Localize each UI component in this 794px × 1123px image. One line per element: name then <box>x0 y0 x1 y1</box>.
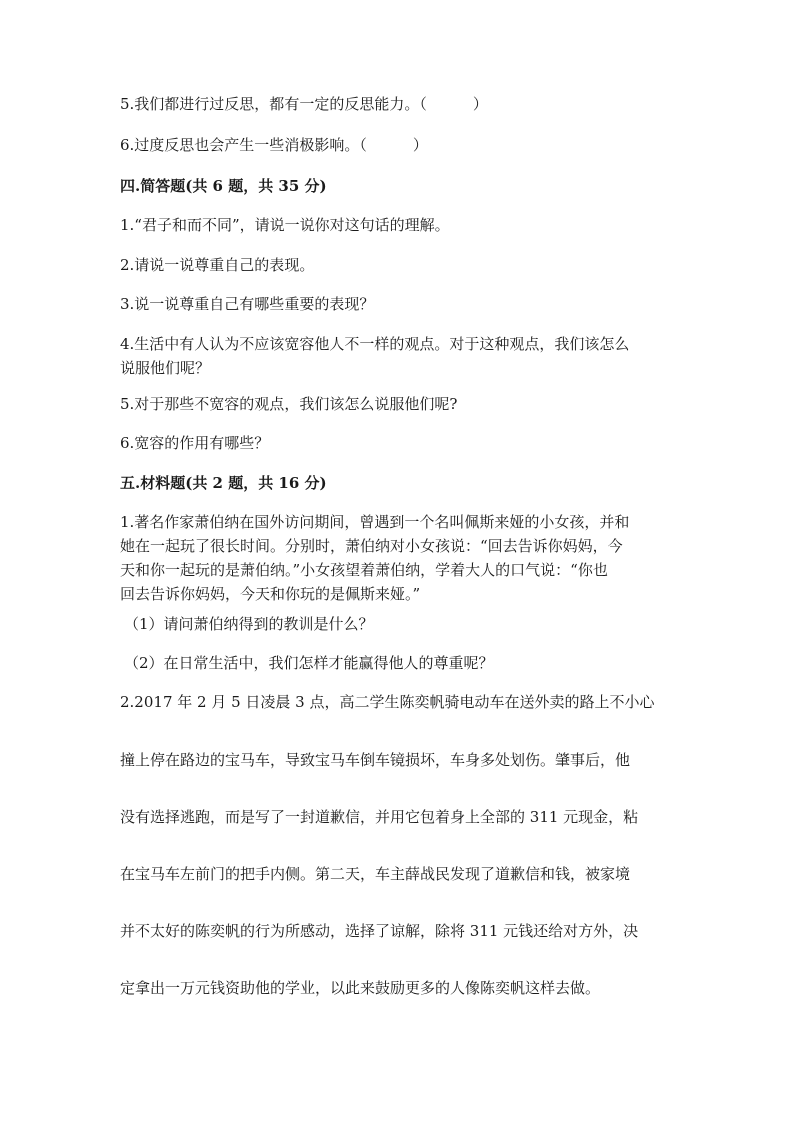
short-answer-question-5: 5.对于那些不宽容的观点，我们该怎么说服他们呢? <box>120 395 458 413</box>
question-text: 5.我们都进行过反思，都有一定的反思能力。（ <box>120 95 427 113</box>
short-answer-question-3: 3.说一说尊重自己有哪些重要的表现？ <box>120 295 375 313</box>
judgement-question-6 <box>120 133 680 157</box>
material-question-2-line-3: 没有选择逃跑，而是写了一封道歉信，并用它包着身上全部的 311 元现金，粘 <box>120 808 639 826</box>
short-answer-question-6: 6.宽容的作用有哪些？ <box>120 434 270 452</box>
material-question-2-line-6: 定拿出一万元钱资助他的学业，以此来鼓励更多的人像陈奕帆这样去做。 <box>120 979 601 997</box>
short-answer-question-2: 2.请说一说尊重自己的表现。 <box>120 256 315 274</box>
short-answer-question-1: 1.“君子和而不同”，请说一说你对这句话的理解。 <box>120 216 450 234</box>
material-question-2-line-1: 2.2017 年 2 月 5 日凌晨 3 点，高二学生陈奕帆骑电动车在送外卖的路上不小心 <box>120 693 655 711</box>
short-answer-question-4 <box>120 332 680 380</box>
material-question-2-line-2: 撞上停在路边的宝马车，导致宝马车倒车镜损坏，车身多处划伤。肇事后，他 <box>120 751 631 769</box>
material-subquestion-2: （2）在日常生活中，我们怎样才能赢得他人的尊重呢？ <box>124 654 494 672</box>
closing-bracket: ） <box>472 95 488 113</box>
material-line: 1.著名作家萧伯纳在国外访问期间，曾遇到一个名叫佩斯来娅的小女孩，并和 <box>120 513 630 531</box>
section-title-short-answer: 四.简答题(共 6 题，共 35 分) <box>120 177 327 195</box>
material-question-2-line-4: 在宝马车左前门的把手内侧。第二天，车主薛战民发现了道歉信和钱，被家境 <box>120 865 631 883</box>
judgement-question-5 <box>120 92 680 116</box>
question-line: 说服他们呢？ <box>120 359 211 377</box>
material-subquestion-1: （1）请问萧伯纳得到的教训是什么？ <box>124 615 374 633</box>
material-question-1 <box>120 510 680 606</box>
material-line: 她在一起玩了很长时间。分别时，萧伯纳对小女孩说：“回去告诉你妈妈，今 <box>120 537 623 555</box>
question-text: 6.过度反思也会产生一些消极影响。（ <box>120 136 367 154</box>
section-title-material: 五.材料题(共 2 题，共 16 分) <box>120 474 327 492</box>
material-question-2-line-5: 并不太好的陈奕帆的行为所感动，选择了谅解，除将 311 元钱还给对方外，决 <box>120 922 639 940</box>
closing-bracket: ） <box>412 136 428 154</box>
material-line: 天和你一起玩的是萧伯纳。”小女孩望着萧伯纳，学着大人的口气说：“你也 <box>120 561 608 579</box>
question-line: 4.生活中有人认为不应该宽容他人不一样的观点。对于这种观点，我们该怎么 <box>120 335 630 353</box>
material-line: 回去告诉你妈妈，今天和你玩的是佩斯来娅。” <box>120 585 421 603</box>
